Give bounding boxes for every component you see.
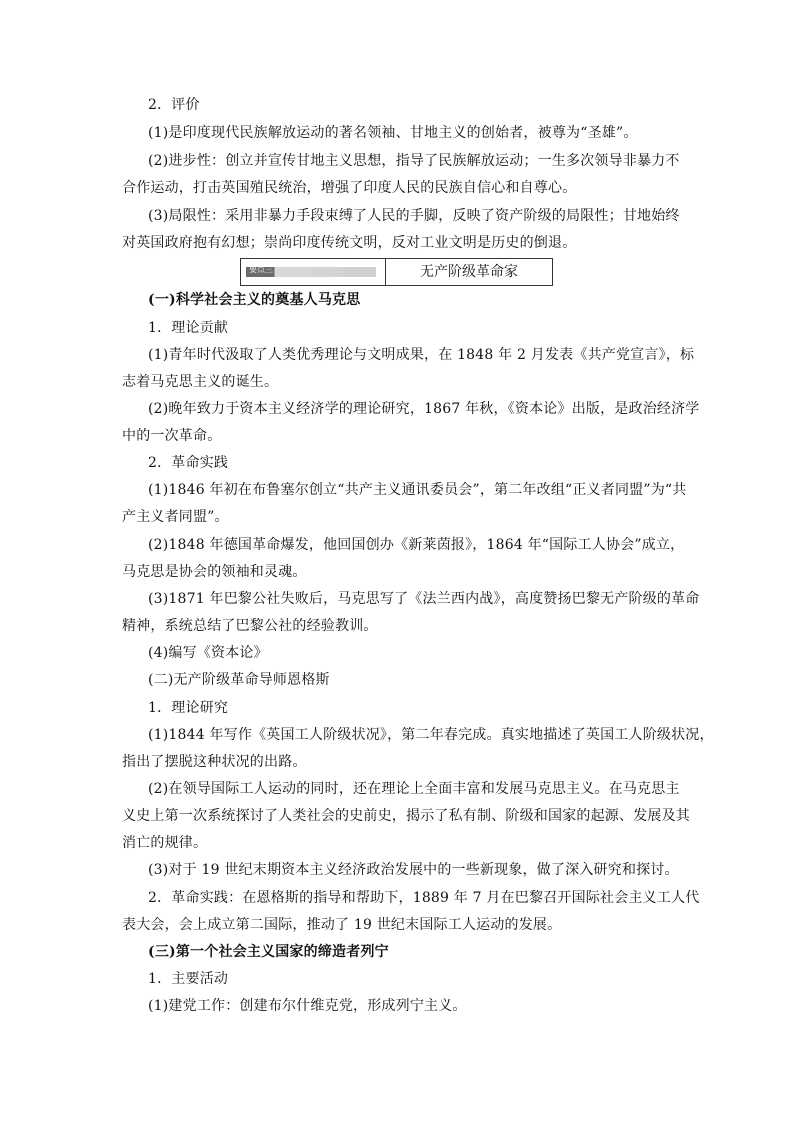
paragraph-line: (3)1871 年巴黎公社失败后，马克思写了《法兰西内战》，高度赞扬巴黎无产阶级的革命 (148, 591, 700, 607)
paragraph-line: 合作运动，打击英国殖民统治，增强了印度人民的民族自信心和自尊心。 (122, 180, 577, 196)
paragraph-line: (3)局限性：采用非暴力手段束缚了人民的手脚，反映了资产阶级的局限性；甘地始终 (148, 208, 680, 224)
subsection-heading: (三)第一个社会主义国家的缔造者列宁 (148, 944, 389, 960)
banner-tag-label: 要点三 (249, 265, 273, 274)
banner-tag (246, 267, 376, 277)
paragraph-line: (2)在领导国际工人运动的同时，还在理论上全面丰富和发展马克思主义。在马克思主 (148, 781, 680, 797)
paragraph-line: (3)对于 19 世纪末期资本主义经济政治发展中的一些新现象，做了深入研究和探讨。 (148, 862, 679, 878)
paragraph-line: (1)建党工作：创建布尔什维克党，形成列宁主义。 (148, 998, 467, 1014)
paragraph-line: 产主义者同盟”。 (122, 509, 229, 525)
paragraph-line: (2)1848 年德国革命爆发，他回国创办《新莱茵报》，1864 年“国际工人协会”成立， (148, 537, 685, 553)
paragraph-line: (1)青年时代汲取了人类优秀理论与文明成果，在 1848 年 2 月发表《共产党宣言》，标 (148, 347, 695, 363)
paragraph-line: (4)编写《资本论》 (148, 645, 268, 661)
paragraph-line: 义史上第一次系统探讨了人类社会的史前史，揭示了私有制、阶级和国家的起源、发展及其 (122, 808, 690, 824)
paragraph-line: 指出了摆脱这种状况的出路。 (122, 754, 307, 770)
paragraph-line: 对英国政府抱有幻想；崇尚印度传统文明，反对工业文明是历史的倒退。 (122, 235, 577, 251)
paragraph-line: (1)1844 年写作《英国工人阶级状况》，第二年春完成。真实地描述了英国工人阶级状况， (148, 727, 714, 743)
section-banner (240, 258, 553, 286)
paragraph-line: 马克思是协会的领袖和灵魂。 (122, 564, 307, 580)
section-heading: 2．评价 (148, 97, 200, 113)
paragraph-line: (1)1846 年初在布鲁塞尔创立“共产主义通讯委员会”，第二年改组“正义者同盟”为“共 (148, 482, 687, 498)
paragraph-line: 中的一次革命。 (122, 428, 222, 444)
section-heading: 1．理论贡献 (148, 320, 229, 336)
paragraph-line: (2)进步性：创立并宣传甘地主义思想，指导了民族解放运动；一生多次领导非暴力不 (148, 153, 680, 169)
paragraph-line: 消亡的规律。 (122, 835, 208, 851)
banner-title: 无产阶级革命家 (420, 264, 518, 280)
paragraph-line: 志着马克思主义的诞生。 (122, 374, 279, 390)
section-heading: 1．主要活动 (148, 971, 229, 987)
subsection-heading: (一)科学社会主义的奠基人马克思 (148, 292, 361, 308)
section-heading: 1．理论研究 (148, 700, 229, 716)
paragraph-line: 精神，系统总结了巴黎公社的经验教训。 (122, 618, 378, 634)
banner-tag-cell (241, 259, 386, 285)
paragraph-line: (1)是印度现代民族解放运动的著名领袖、甘地主义的创始者，被尊为“圣雄”。 (148, 125, 638, 141)
paragraph-line: 2．革命实践：在恩格斯的指导和帮助下，1889 年 7 月在巴黎召开国际社会主义工人代 (148, 890, 700, 906)
paragraph-line: 表大会，会上成立第二国际，推动了 19 世纪末国际工人运动的发展。 (122, 917, 562, 933)
section-heading: 2．革命实践 (148, 455, 229, 471)
paragraph-line: (2)晚年致力于资本主义经济学的理论研究，1867 年秋，《资本论》出版，是政治经济学 (148, 401, 700, 417)
subsection-heading: (二)无产阶级革命导师恩格斯 (148, 672, 330, 688)
